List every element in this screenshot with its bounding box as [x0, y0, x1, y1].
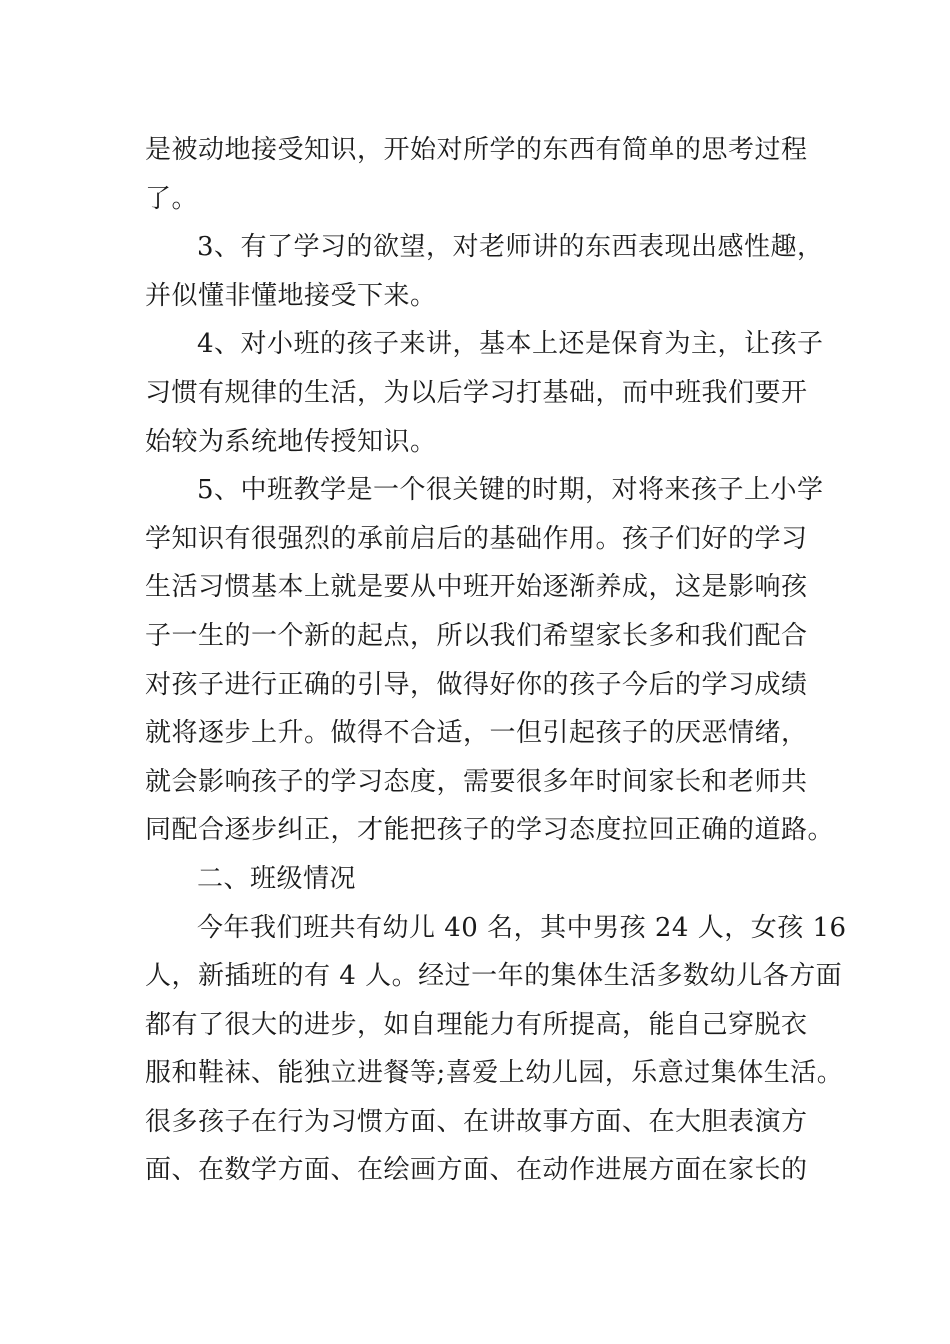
text-line: 始较为系统地传授知识。 [145, 426, 437, 457]
text-line: 5、中班教学是一个很关键的时期，对将来孩子上小学 [197, 475, 824, 506]
text-line: 对孩子进行正确的引导，做得好你的孩子今后的学习成绩 [145, 669, 808, 700]
text-line: 人，新插班的有 4 人。经过一年的集体生活多数幼儿各方面 [145, 961, 843, 992]
text-line: 生活习惯基本上就是要从中班开始逐渐养成，这是影响孩 [145, 572, 808, 603]
text-line: 学知识有很强烈的承前启后的基础作用。孩子们好的学习 [145, 523, 808, 554]
text-line: 了。 [145, 183, 199, 214]
text-line: 习惯有规律的生活，为以后学习打基础，而中班我们要开 [145, 377, 808, 408]
body-text [145, 126, 847, 1195]
text-line: 4、对小班的孩子来讲，基本上还是保育为主，让孩子 [197, 329, 824, 360]
text-line: 今年我们班共有幼儿 40 名，其中男孩 24 人，女孩 16 [197, 912, 847, 943]
text-line: 同配合逐步纠正，才能把孩子的学习态度拉回正确的道路。 [145, 815, 835, 846]
text-line: 3、有了学习的欲望，对老师讲的东西表现出感性趣， [197, 232, 824, 263]
text-line: 很多孩子在行为习惯方面、在讲故事方面、在大胆表演方 [145, 1106, 808, 1137]
text-line: 就会影响孩子的学习态度，需要很多年时间家长和老师共 [145, 766, 808, 797]
text-line: 都有了很大的进步，如自理能力有所提高，能自己穿脱衣 [145, 1009, 808, 1040]
text-line: 服和鞋袜、能独立进餐等;喜爱上幼儿园，乐意过集体生活。 [145, 1058, 844, 1089]
text-line: 并似懂非懂地接受下来。 [145, 280, 437, 311]
text-line: 是被动地接受知识，开始对所学的东西有简单的思考过程 [145, 135, 808, 165]
section-heading: 二、班级情况 [197, 863, 357, 894]
text-line: 子一生的一个新的起点，所以我们希望家长多和我们配合 [145, 620, 808, 651]
text-line: 就将逐步上升。做得不合适，一但引起孩子的厌恶情绪， [145, 718, 808, 749]
text-line: 面、在数学方面、在绘画方面、在动作进展方面在家长的 [145, 1155, 808, 1186]
